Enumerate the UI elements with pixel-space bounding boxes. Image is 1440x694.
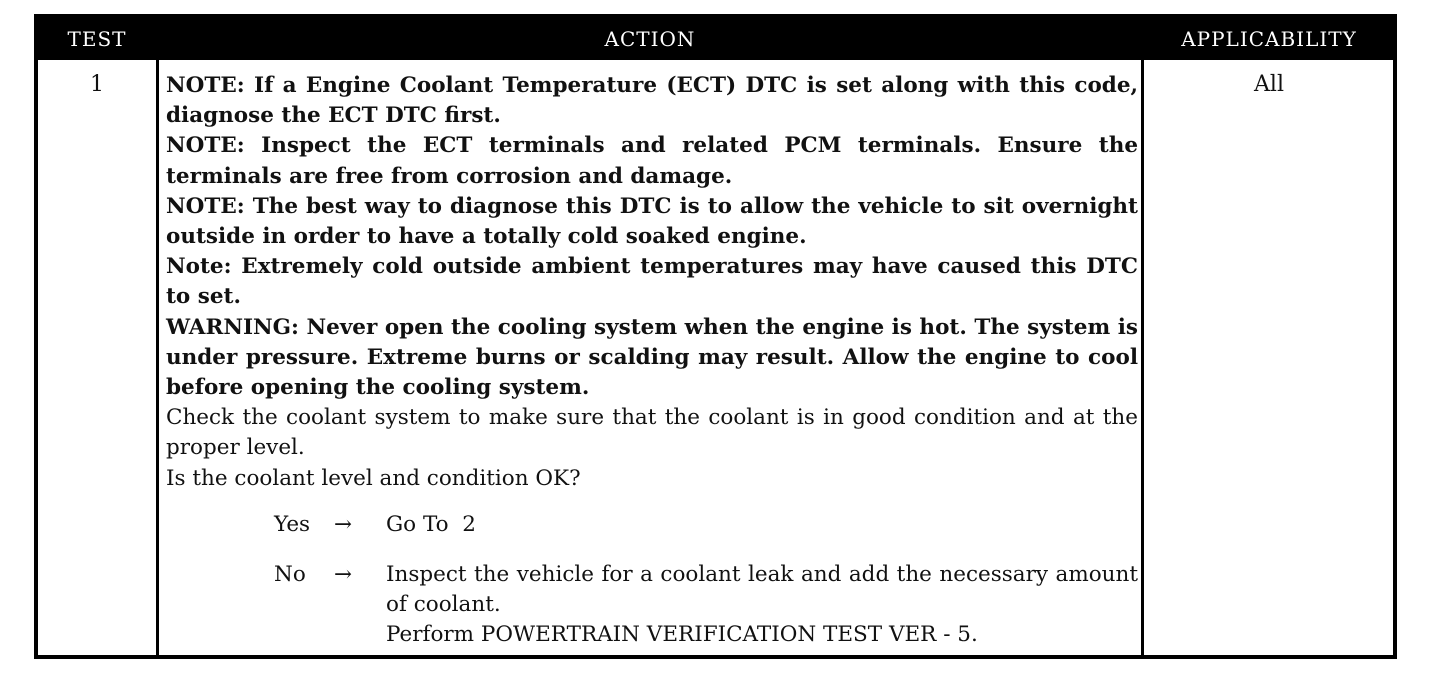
header-action: ACTION: [604, 27, 696, 51]
header-applicability: APPLICABILITY: [1181, 27, 1357, 51]
header-test: TEST: [67, 27, 127, 51]
column-divider: [156, 58, 159, 655]
no-label: No: [274, 562, 306, 587]
yes-label: Yes: [274, 512, 311, 537]
test-number: 1: [90, 72, 104, 97]
no-action-text: [386, 560, 1138, 651]
action-text: [166, 71, 1138, 494]
column-divider: [1141, 58, 1144, 655]
note-ect-dtc: NOTE: If a Engine Coolant Temperature (ECT) DTC is set along with this code, diagnose the ECT DTC first.: [166, 73, 1138, 129]
coolant-question: Is the coolant level and condition OK?: [166, 465, 581, 491]
yes-goto-text: Go To 2: [386, 512, 476, 537]
no-verification-text: Perform POWERTRAIN VERIFICATION TEST VER - 5.: [386, 622, 978, 648]
arrow-right-icon: →: [334, 512, 353, 537]
diagnostic-test-table: [34, 14, 1397, 659]
check-coolant-instruction: Check the coolant system to make sure that the coolant is in good condition and at the proper level.: [166, 405, 1138, 461]
note-ambient-temp: Note: Extremely cold outside ambient temperatures may have caused this DTC to set.: [166, 254, 1138, 310]
arrow-right-icon: →: [334, 562, 353, 587]
warning-cooling-system: WARNING: Never open the cooling system when the engine is hot. The system is under pressure. Extreme burns or scalding may result. Allow the engine to cool before opening the cooling system.: [166, 314, 1138, 401]
applicability-value: All: [1254, 72, 1284, 97]
note-cold-soak: NOTE: The best way to diagnose this DTC is to allow the vehicle to sit overnight outside in order to have a totally cold soaked engine.: [166, 193, 1138, 250]
table-header: [38, 18, 1393, 60]
note-inspect-terminals: NOTE: Inspect the ECT terminals and related PCM terminals. Ensure the terminals are free from corrosion and damage.: [166, 133, 1138, 189]
no-inspect-text: Inspect the vehicle for a coolant leak and add the necessary amount of coolant.: [386, 562, 1138, 618]
